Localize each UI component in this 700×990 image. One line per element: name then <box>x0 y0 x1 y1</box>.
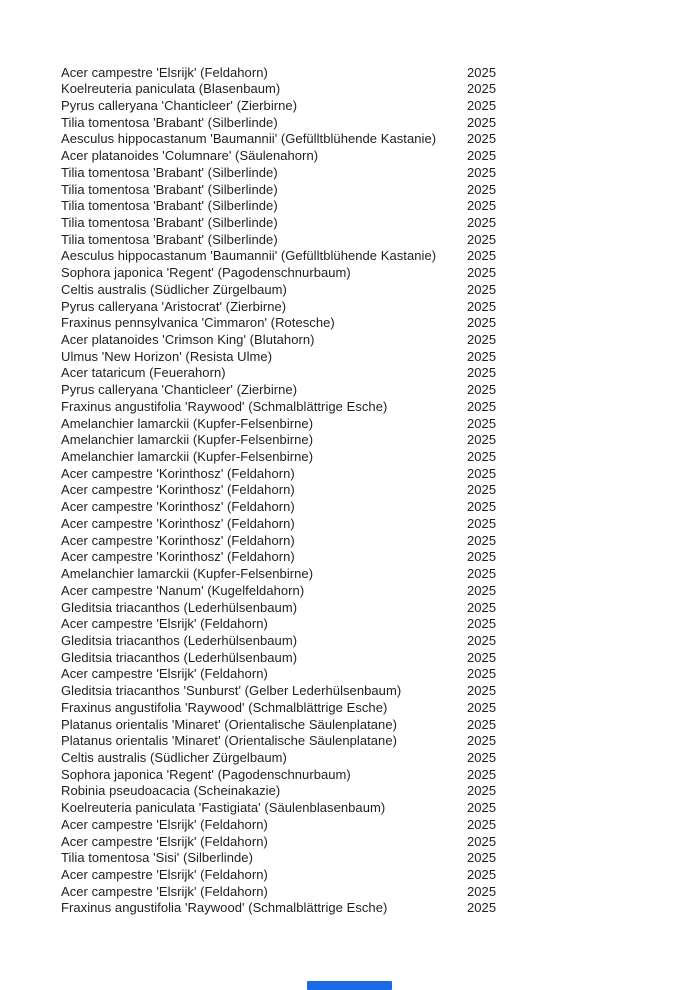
tree-name: Koelreuteria paniculata 'Fastigiata' (Säulenblasenbaum) <box>61 800 386 816</box>
tree-year: 2025 <box>467 465 497 481</box>
tree-name: Acer campestre 'Elsrijk' (Feldahorn) <box>61 816 268 832</box>
list-item <box>61 566 681 583</box>
tree-name: Robinia pseudoacacia (Scheinakazie) <box>61 783 281 799</box>
tree-year: 2025 <box>467 867 497 882</box>
tree-year: 2025 <box>467 148 497 164</box>
tree-year: 2025 <box>467 616 497 632</box>
tree-name: Tilia tomentosa 'Brabant' (Silberlinde) <box>61 181 278 197</box>
tree-name: Tilia tomentosa 'Brabant' (Silberlinde) <box>61 214 278 230</box>
tree-year: 2025 <box>467 415 497 431</box>
list-item <box>61 382 681 399</box>
tree-name: Fraxinus pennsylvanica 'Cimmaron' (Rotesche) <box>61 315 335 331</box>
tree-name: Tilia tomentosa 'Brabant' (Silberlinde) <box>61 114 278 130</box>
tree-name: Acer platanoides 'Crimson King' (Blutahorn) <box>61 332 315 347</box>
tree-name: Ulmus 'New Horizon' (Resista Ulme) <box>61 348 273 364</box>
tree-year: 2025 <box>467 833 497 849</box>
list-item <box>61 800 681 817</box>
list-item <box>61 148 681 165</box>
list-item <box>61 115 681 132</box>
list-item <box>61 198 681 215</box>
tree-year: 2025 <box>467 114 497 130</box>
tree-year: 2025 <box>467 800 497 816</box>
list-item <box>61 516 681 533</box>
tree-name: Gleditsia triacanthos 'Sunburst' (Gelber Lederhülsenbaum) <box>61 683 402 699</box>
tree-year: 2025 <box>467 398 497 414</box>
tree-year: 2025 <box>467 365 497 381</box>
tree-name: Acer campestre 'Korinthosz' (Feldahorn) <box>61 465 295 481</box>
tree-name: Pyrus calleryana 'Chanticleer' (Zierbirne) <box>61 382 298 398</box>
tree-year: 2025 <box>467 131 497 147</box>
tree-year: 2025 <box>467 783 497 799</box>
tree-name: Acer campestre 'Korinthosz' (Feldahorn) <box>61 532 295 548</box>
list-item <box>61 767 681 784</box>
tree-year: 2025 <box>467 549 497 565</box>
tree-name: Fraxinus angustifolia 'Raywood' (Schmalblättrige Esche) <box>61 398 388 414</box>
list-item <box>61 850 681 867</box>
tree-name: Tilia tomentosa 'Brabant' (Silberlinde) <box>61 231 278 247</box>
tree-year: 2025 <box>467 315 497 331</box>
tree-year: 2025 <box>467 482 497 498</box>
tree-name: Pyrus calleryana 'Aristocrat' (Zierbirne) <box>61 298 287 314</box>
scroll-indicator-thumb[interactable] <box>307 981 392 990</box>
tree-year: 2025 <box>467 766 497 782</box>
tree-name: Tilia tomentosa 'Brabant' (Silberlinde) <box>61 198 278 214</box>
tree-name: Gleditsia triacanthos (Lederhülsenbaum) <box>61 632 298 648</box>
tree-name: Amelanchier lamarckii (Kupfer-Felsenbirne) <box>61 432 314 448</box>
tree-year: 2025 <box>467 733 497 749</box>
list-item <box>61 884 681 901</box>
tree-year: 2025 <box>467 265 497 281</box>
tree-year: 2025 <box>467 214 497 230</box>
tree-name: Acer campestre 'Korinthosz' (Feldahorn) <box>61 515 295 531</box>
tree-year: 2025 <box>467 883 497 899</box>
tree-name: Gleditsia triacanthos (Lederhülsenbaum) <box>61 599 298 615</box>
tree-year: 2025 <box>467 248 497 264</box>
tree-year: 2025 <box>467 515 497 531</box>
list-item <box>61 783 681 800</box>
list-item <box>61 533 681 550</box>
tree-name: Platanus orientalis 'Minaret' (Orientalische Säulenplatane) <box>61 716 397 732</box>
tree-name: Amelanchier lamarckii (Kupfer-Felsenbirne) <box>61 415 314 431</box>
tree-year: 2025 <box>467 582 497 598</box>
list-item <box>61 666 681 683</box>
tree-name: Fraxinus angustifolia 'Raywood' (Schmalblättrige Esche) <box>61 699 388 715</box>
tree-year: 2025 <box>467 599 497 615</box>
list-item <box>61 299 681 316</box>
tree-year: 2025 <box>467 632 497 648</box>
list-item <box>61 165 681 182</box>
list-item <box>61 683 681 700</box>
list-item <box>61 817 681 834</box>
tree-name: Tilia tomentosa 'Sisi' (Silberlinde) <box>61 850 253 866</box>
list-item <box>61 900 681 917</box>
tree-year: 2025 <box>467 348 497 364</box>
list-item <box>61 449 681 466</box>
tree-name: Fraxinus angustifolia 'Raywood' (Schmalblättrige Esche) <box>61 900 388 916</box>
list-item <box>61 549 681 566</box>
tree-year: 2025 <box>467 532 497 548</box>
tree-year: 2025 <box>467 683 497 699</box>
list-item <box>61 315 681 332</box>
list-item <box>61 349 681 366</box>
tree-name: Acer campestre 'Elsrijk' (Feldahorn) <box>61 883 268 899</box>
tree-name: Pyrus calleryana 'Chanticleer' (Zierbirne) <box>61 97 298 113</box>
tree-name: Sophora japonica 'Regent' (Pagodenschnurbaum) <box>61 766 351 782</box>
tree-year: 2025 <box>467 850 497 866</box>
tree-year: 2025 <box>467 64 497 80</box>
tree-name: Acer campestre 'Elsrijk' (Feldahorn) <box>61 833 268 849</box>
list-item <box>61 332 681 349</box>
tree-year: 2025 <box>467 749 497 765</box>
list-item <box>61 482 681 499</box>
tree-name: Acer campestre 'Elsrijk' (Feldahorn) <box>61 64 268 80</box>
tree-name: Celtis australis (Südlicher Zürgelbaum) <box>61 749 287 765</box>
tree-name: Acer campestre 'Elsrijk' (Feldahorn) <box>61 867 268 882</box>
list-item <box>61 416 681 433</box>
tree-name: Acer campestre 'Korinthosz' (Feldahorn) <box>61 482 295 498</box>
tree-name: Acer platanoides 'Columnare' (Säulenahorn) <box>61 148 319 164</box>
tree-name: Aesculus hippocastanum 'Baumannii' (Gefülltblühende Kastanie) <box>61 248 437 264</box>
tree-year: 2025 <box>467 281 497 297</box>
tree-year: 2025 <box>467 816 497 832</box>
list-item <box>61 232 681 249</box>
list-item <box>61 717 681 734</box>
list-item <box>61 700 681 717</box>
tree-year: 2025 <box>467 332 497 347</box>
tree-name: Acer campestre 'Nanum' (Kugelfeldahorn) <box>61 582 305 598</box>
list-item <box>61 432 681 449</box>
list-item <box>61 867 681 884</box>
list-item <box>61 81 681 98</box>
list-item <box>61 215 681 232</box>
list-item <box>61 633 681 650</box>
list-item <box>61 466 681 483</box>
tree-name: Acer tataricum (Feuerahorn) <box>61 365 226 381</box>
tree-name: Sophora japonica 'Regent' (Pagodenschnurbaum) <box>61 265 351 281</box>
tree-name: Tilia tomentosa 'Brabant' (Silberlinde) <box>61 164 278 180</box>
tree-name: Amelanchier lamarckii (Kupfer-Felsenbirne) <box>61 566 314 582</box>
list-item <box>61 499 681 516</box>
tree-year: 2025 <box>467 666 497 682</box>
list-item <box>61 365 681 382</box>
tree-name: Aesculus hippocastanum 'Baumannii' (Gefülltblühende Kastanie) <box>61 131 437 147</box>
tree-year: 2025 <box>467 164 497 180</box>
list-item <box>61 583 681 600</box>
list-item <box>61 98 681 115</box>
tree-name: Acer campestre 'Elsrijk' (Feldahorn) <box>61 666 268 682</box>
list-item <box>61 282 681 299</box>
list-item <box>61 248 681 265</box>
tree-year: 2025 <box>467 432 497 448</box>
tree-year: 2025 <box>467 231 497 247</box>
list-item <box>61 182 681 199</box>
list-item <box>61 834 681 851</box>
tree-year: 2025 <box>467 699 497 715</box>
tree-name: Acer campestre 'Elsrijk' (Feldahorn) <box>61 616 268 632</box>
list-item <box>61 733 681 750</box>
list-item <box>61 750 681 767</box>
list-item <box>61 616 681 633</box>
tree-year: 2025 <box>467 716 497 732</box>
tree-year: 2025 <box>467 81 497 97</box>
list-item <box>61 650 681 667</box>
list-item <box>61 600 681 617</box>
tree-name: Platanus orientalis 'Minaret' (Orientalische Säulenplatane) <box>61 733 397 749</box>
tree-name: Gleditsia triacanthos (Lederhülsenbaum) <box>61 649 298 665</box>
tree-year: 2025 <box>467 499 497 515</box>
tree-year: 2025 <box>467 566 497 582</box>
tree-year: 2025 <box>467 181 497 197</box>
tree-name: Acer campestre 'Korinthosz' (Feldahorn) <box>61 499 295 515</box>
tree-name: Acer campestre 'Korinthosz' (Feldahorn) <box>61 549 295 565</box>
tree-name: Amelanchier lamarckii (Kupfer-Felsenbirne) <box>61 449 314 465</box>
tree-year: 2025 <box>467 298 497 314</box>
tree-year: 2025 <box>467 649 497 665</box>
tree-list <box>61 65 681 918</box>
tree-year: 2025 <box>467 97 497 113</box>
tree-year: 2025 <box>467 449 497 465</box>
list-item <box>61 65 681 82</box>
tree-year: 2025 <box>467 900 497 916</box>
tree-name: Koelreuteria paniculata (Blasenbaum) <box>61 81 281 97</box>
list-item <box>61 265 681 282</box>
tree-year: 2025 <box>467 382 497 398</box>
list-item <box>61 399 681 416</box>
tree-year: 2025 <box>467 198 497 214</box>
list-item <box>61 131 681 148</box>
tree-name: Celtis australis (Südlicher Zürgelbaum) <box>61 281 287 297</box>
